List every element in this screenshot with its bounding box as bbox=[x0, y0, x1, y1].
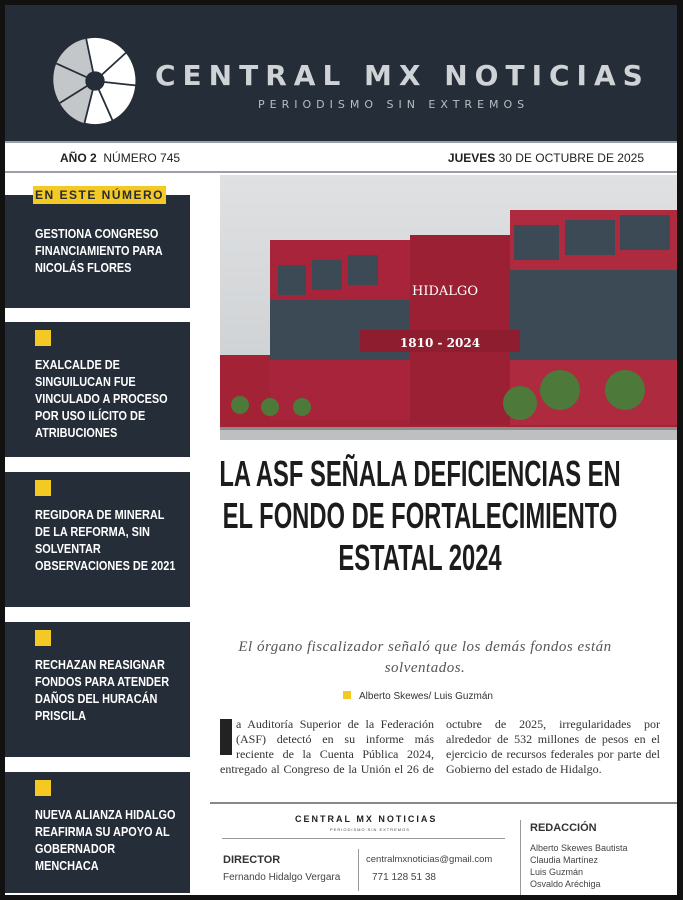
newspaper-tagline: PERIODISMO SIN EXTREMOS bbox=[258, 98, 530, 111]
yellow-square-icon bbox=[343, 691, 351, 699]
sidebar-item[interactable]: EXALCALDE DE SINGUILUCAN FUE VINCULADO A PROCESO POR USO ILÍCITO DE ATRIBUCIONES bbox=[5, 322, 190, 457]
front-page bbox=[5, 5, 677, 895]
contact-email[interactable]: centralmxnoticias@gmail.com bbox=[366, 854, 493, 865]
yellow-square-icon bbox=[35, 630, 51, 646]
yellow-square-icon bbox=[35, 330, 51, 346]
director-name: Fernando Hidalgo Vergara bbox=[223, 872, 341, 883]
issue-weekday: JUEVES bbox=[447, 151, 496, 165]
footer-brand-tagline: PERIODISMO SIN EXTREMOS bbox=[330, 827, 410, 832]
yellow-square-icon bbox=[35, 780, 51, 796]
issue-bar bbox=[5, 141, 677, 173]
staff-label: REDACCIÓN bbox=[530, 822, 597, 834]
camera-aperture-logo-icon bbox=[51, 37, 139, 125]
photo-sign-years: 1810 - 2024 bbox=[399, 336, 481, 350]
issue-year: AÑO 2 bbox=[60, 151, 97, 165]
yellow-square-icon bbox=[35, 480, 51, 496]
contact-phone: 771 128 51 38 bbox=[372, 872, 436, 883]
photo-sign-hidalgo: HIDALGO bbox=[412, 284, 478, 299]
article-deck: El órgano fiscalizador señaló que los demás fondos están solventados. bbox=[238, 639, 612, 676]
in-this-issue-badge: EN ESTE NÚMERO bbox=[34, 188, 164, 202]
footer-brand: CENTRAL MX NOTICIAS bbox=[295, 814, 438, 824]
masthead bbox=[5, 5, 677, 141]
article-body: a Auditoría Superior de la Federación (ASF) detectó en su informe más reciente de la Cuenta Pública 2024, entregado al Congreso de la Unión el 26 de octubre de 2025, irregularidades por alrededor de 532 millones de pesos en el ejercicio de recursos federales por parte del Gobierno del estado de Hidalgo. bbox=[220, 717, 660, 776]
lead-photo-government-building bbox=[220, 175, 677, 440]
staff-list: Alberto Skewes Bautista Claudia Martínez Luis Guzmán Osvaldo Aréchiga bbox=[530, 843, 628, 889]
byline: Alberto Skewes/ Luis Guzmán bbox=[343, 691, 493, 702]
drop-cap-l bbox=[220, 719, 232, 755]
director-label: DIRECTOR bbox=[223, 854, 281, 866]
footer-credits bbox=[210, 802, 677, 895]
sidebar-item[interactable]: GESTIONA CONGRESO FINANCIAMIENTO PARA NICOLÁS FLORES bbox=[5, 195, 190, 308]
issue-number: NÚMERO 745 bbox=[103, 151, 181, 165]
newspaper-title: CENTRAL MX NOTICIAS bbox=[155, 59, 650, 92]
headline: LA ASF SEÑALA DEFICIENCIAS EN EL FONDO DE FORTALECIMIENTO ESTATAL 2024 bbox=[219, 453, 621, 578]
issue-date: 30 DE OCTUBRE DE 2025 bbox=[498, 151, 644, 165]
sidebar-item[interactable]: RECHAZAN REASIGNAR FONDOS PARA ATENDER DAÑOS DEL HURACÁN PRISCILA bbox=[5, 622, 190, 757]
sidebar-item[interactable]: REGIDORA DE MINERAL DE LA REFORMA, SIN SOLVENTAR OBSERVACIONES DE 2021 bbox=[5, 472, 190, 607]
sidebar-item[interactable]: NUEVA ALIANZA HIDALGO REAFIRMA SU APOYO AL GOBERNADOR MENCHACA bbox=[5, 772, 190, 893]
